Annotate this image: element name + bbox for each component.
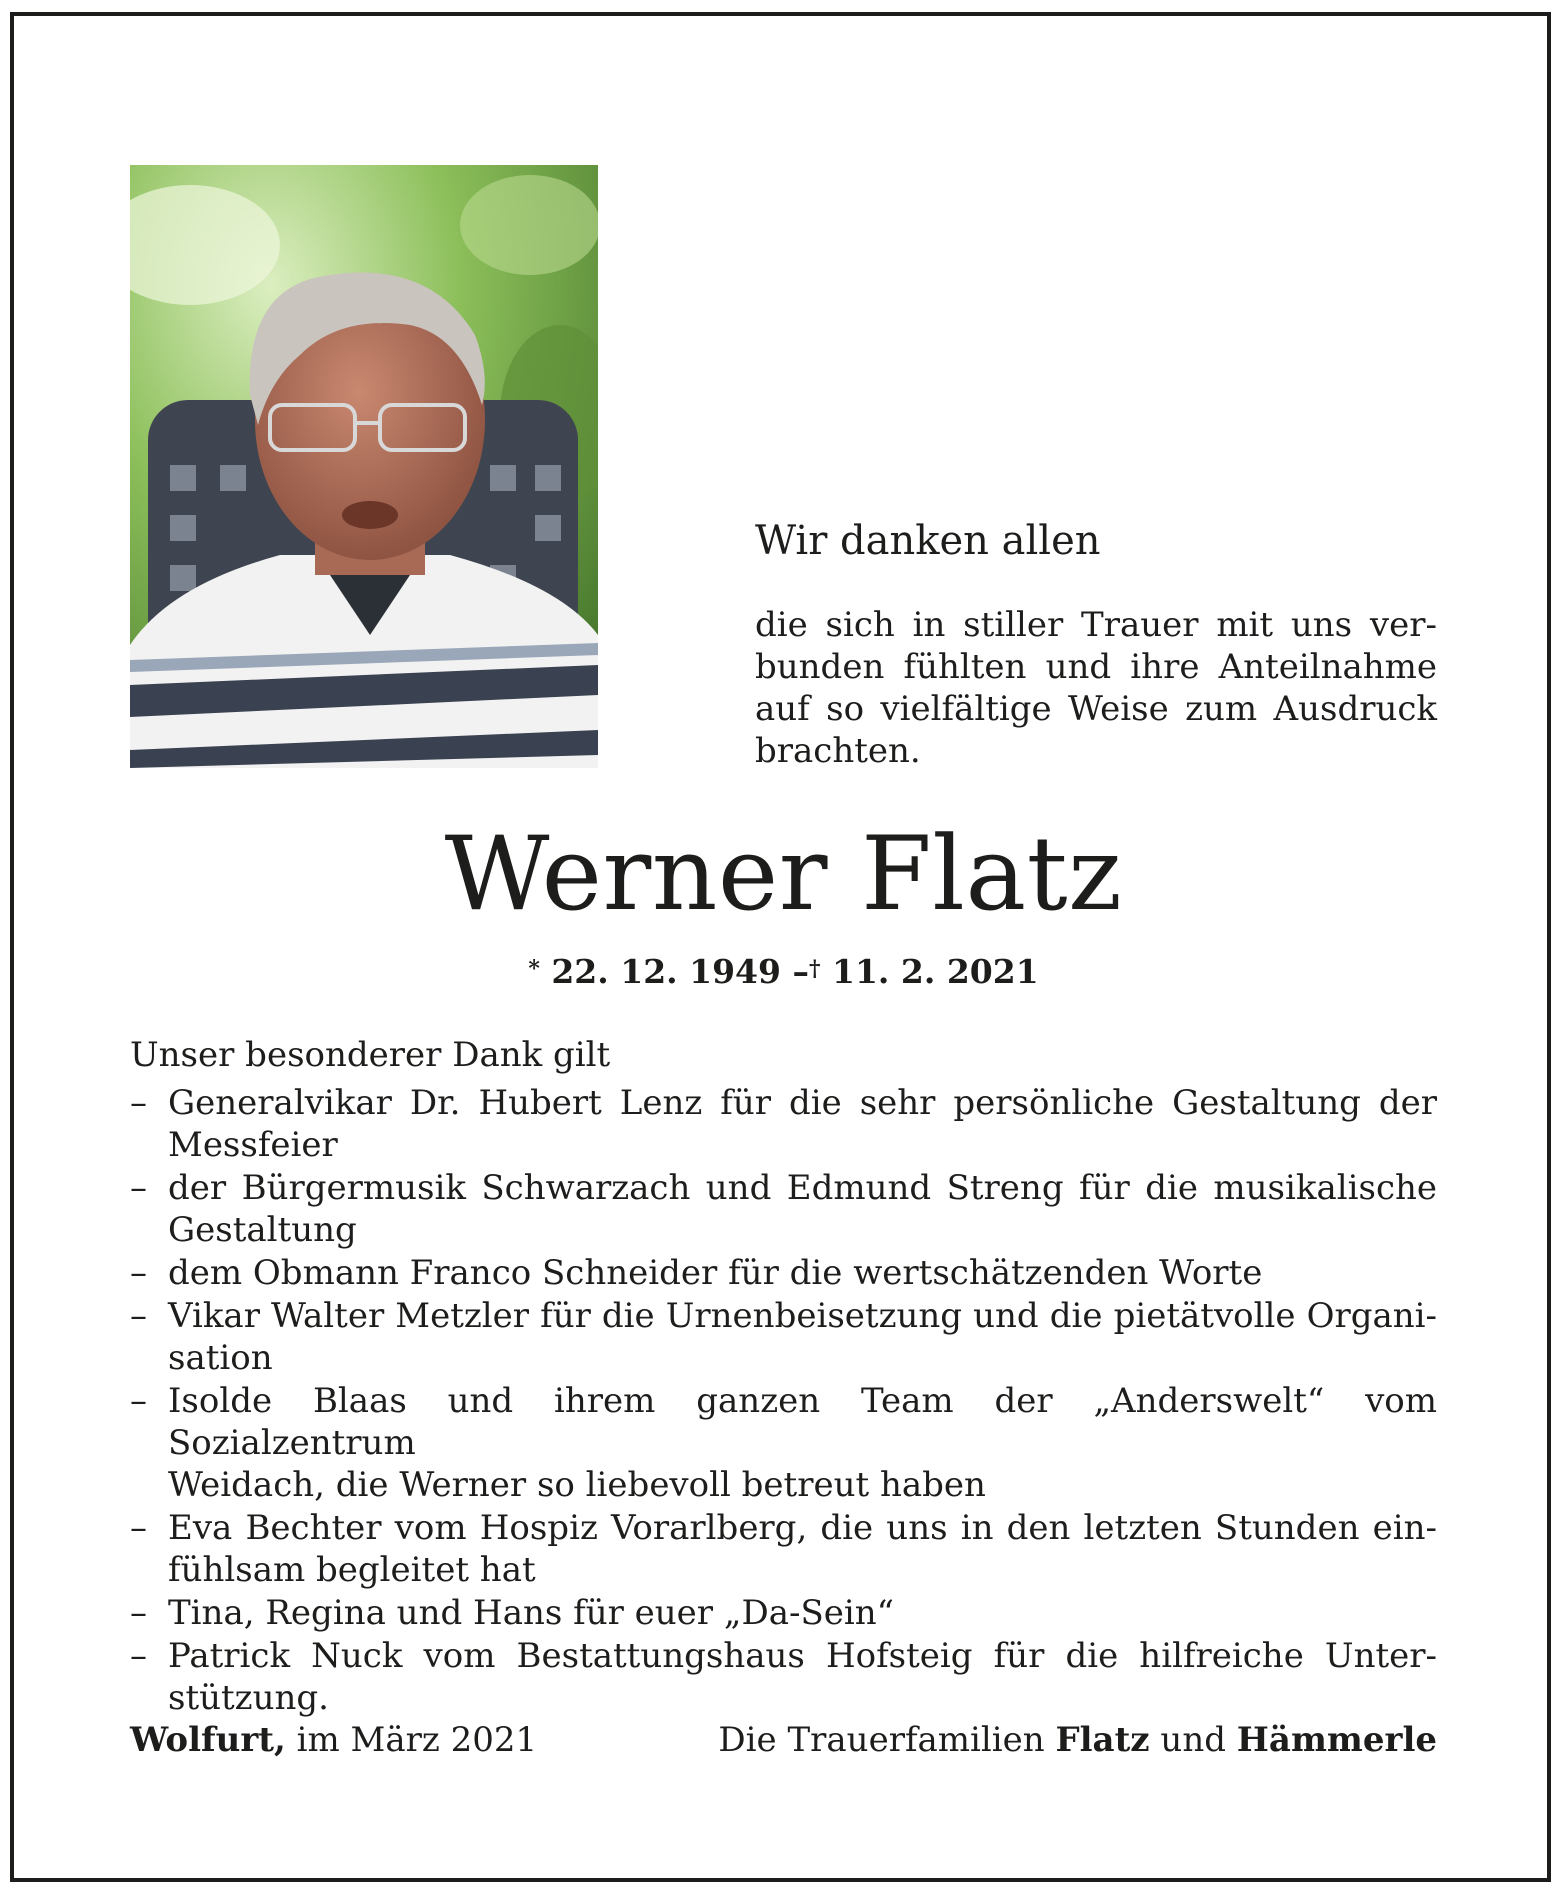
- thanks-line: die sich in stiller Trauer mit uns ver-: [755, 605, 1437, 645]
- list-item-line: – dem Obmann Franco Schneider für die wertschätzenden Worte: [168, 1253, 1263, 1293]
- families-prefix: Die Trauerfamilien: [718, 1720, 1045, 1760]
- list-item: [130, 1592, 1437, 1634]
- list-item-line: stützung.: [168, 1678, 329, 1718]
- families-signature: [718, 1718, 1437, 1762]
- list-item-line: fühlsam begleitet hat: [168, 1550, 536, 1590]
- list-item-line: – Eva Bechter vom Hospiz Vorarlberg, die uns in den letzten Stunden ein-: [168, 1508, 1437, 1548]
- place: Wolfurt,: [130, 1720, 286, 1760]
- list-item: [130, 1507, 1437, 1591]
- life-dates: [0, 950, 1567, 994]
- death-symbol: †: [808, 956, 821, 982]
- list-item-line: – Patrick Nuck vom Bestattungshaus Hofsteig für die hilfreiche Unter-: [168, 1636, 1437, 1676]
- portrait-photo: [130, 165, 598, 768]
- family-name-1: Flatz: [1055, 1720, 1150, 1760]
- list-item-line: – Isolde Blaas und ihrem ganzen Team der „Anderswelt“ vom Sozialzentrum: [168, 1381, 1437, 1463]
- birth-date: 22. 12. 1949: [551, 952, 781, 991]
- date-separator: –: [792, 952, 809, 991]
- place-and-date: [130, 1718, 537, 1762]
- list-item: [130, 1167, 1437, 1251]
- thanks-text: [755, 604, 1437, 772]
- thanks-line: auf so vielfältige Weise zum Ausdruck: [755, 689, 1437, 729]
- list-item-line: Messfeier: [168, 1125, 338, 1165]
- portrait-image: [130, 165, 598, 768]
- list-item-line: – der Bürgermusik Schwarzach und Edmund Streng für die musikalische: [168, 1168, 1437, 1208]
- list-item: [130, 1082, 1437, 1166]
- list-item-line: – Tina, Regina und Hans für euer „Da-Sein“: [168, 1593, 895, 1633]
- date: im März 2021: [296, 1720, 538, 1760]
- list-item-line: Weidach, die Werner so liebevoll betreut haben: [168, 1465, 986, 1505]
- birth-symbol: *: [528, 956, 540, 982]
- thanks-line: brachten.: [755, 731, 921, 771]
- family-name-2: Hämmerle: [1236, 1720, 1437, 1760]
- list-item-line: Gestaltung: [168, 1210, 357, 1250]
- gratitude-list: [130, 1082, 1437, 1720]
- list-item: [130, 1635, 1437, 1719]
- list-item: [130, 1252, 1437, 1294]
- list-item: [130, 1295, 1437, 1379]
- death-date: 11. 2. 2021: [832, 952, 1039, 991]
- list-item-line: sation: [168, 1338, 273, 1378]
- families-conjunction: und: [1160, 1720, 1226, 1760]
- deceased-name: Werner Flatz: [444, 815, 1123, 934]
- list-item: [130, 1380, 1437, 1506]
- thanks-line: bunden fühlten und ihre Anteilnahme: [755, 647, 1437, 687]
- gratitude-intro: Unser besonderer Dank gilt: [130, 1035, 611, 1075]
- list-item-line: – Generalvikar Dr. Hubert Lenz für die sehr persönliche Gestaltung der: [168, 1083, 1437, 1123]
- list-item-line: – Vikar Walter Metzler für die Urnenbeisetzung und die pietätvolle Organi-: [168, 1296, 1437, 1336]
- thanks-heading: Wir danken allen: [755, 518, 1101, 564]
